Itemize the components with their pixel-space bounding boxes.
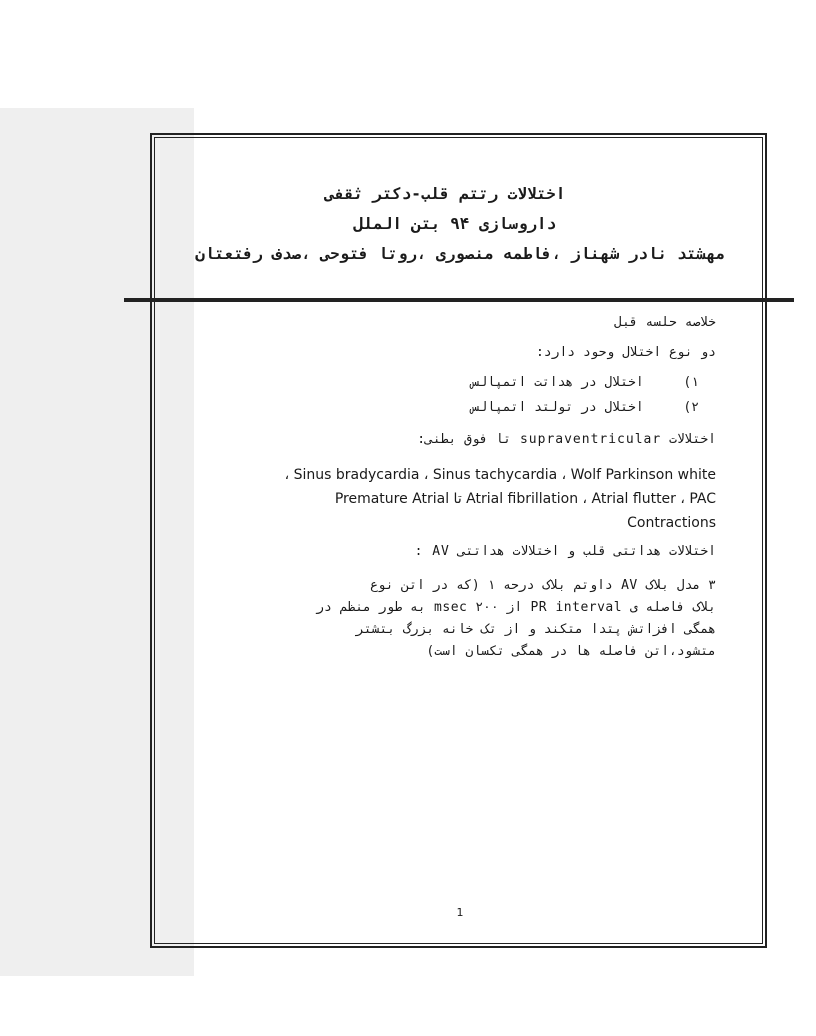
list-item	[472, 375, 700, 390]
av-block-paragraph	[206, 575, 716, 663]
header-divider	[124, 298, 794, 302]
authors-line: مهشتد نادر شهناز ،فاطمه منصوری ،روتا فتوحی ،صدف رفتعتان	[195, 244, 725, 263]
list-text: اختلال در هداتت اتمپالس	[471, 375, 644, 390]
two-types-line: دو نوع اختلال وحود دارد:	[535, 345, 716, 360]
paragraph-line: متشود،اتن فاصله ها در همگی تکسان است)	[426, 644, 716, 659]
list-text: اختلال در تولتد اتمپالس	[471, 400, 644, 415]
list-item	[472, 400, 700, 415]
arrhythmia-line: Sinus bradycardia ، Sinus tachycardia ، Wolf Parkinson white ،	[284, 467, 716, 483]
arrhythmia-line: Atrial fibrillation ، Atrial flutter ، PAC تا Premature Atrial	[334, 491, 716, 507]
arrhythmia-list	[246, 463, 716, 535]
arrhythmia-line: Contractions	[627, 515, 716, 531]
list-number: ٢)	[683, 400, 699, 415]
document-title: اختلالات رتتم قلب-دکتر ثقفی	[324, 184, 566, 203]
conduction-heading: اختلالات هداتتی قلب و اختلالات هداتتی AV :	[414, 544, 716, 559]
paragraph-line: همگی افزاتش پتدا متکند و از تک خانه بزرگ بتشتر	[355, 622, 716, 637]
course-line: داروسازی ۹۴ بتن الملل	[353, 214, 557, 233]
list-number: ١)	[683, 375, 699, 390]
page-number: 1	[456, 906, 464, 919]
paragraph-line: بلاک فاصله ی PR interval از ٢٠٠ msec به طور منظم در	[316, 600, 716, 615]
supraventricular-line: اختلالات supraventricular تا فوق بطنی:	[417, 432, 716, 447]
summary-heading: خلاصه حلسه قبل	[614, 315, 716, 330]
paragraph-line: ٣ مدل بلاک AV داوتم بلاک درحه ١ (که در اتن نوع	[370, 578, 716, 593]
